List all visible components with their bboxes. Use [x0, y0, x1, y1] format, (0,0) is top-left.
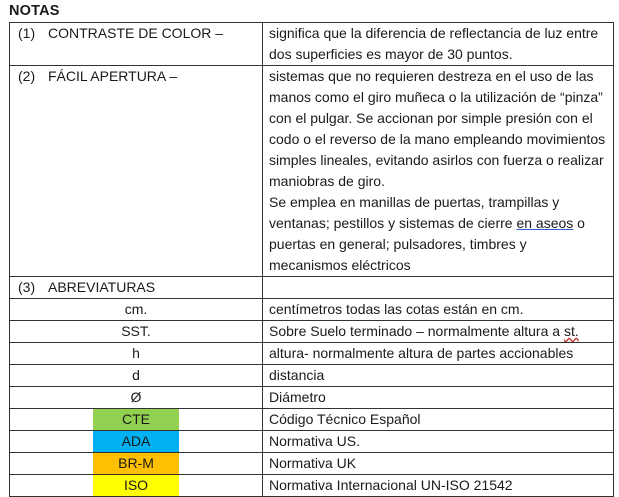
- abbr-row: [10, 365, 614, 387]
- standard-meaning: Normativa Internacional UN-ISO 21542: [263, 475, 614, 497]
- abbr-cell: cm.: [10, 299, 263, 321]
- spellcheck-error-text: st.: [563, 323, 579, 339]
- standard-badge: ISO: [93, 475, 179, 496]
- standard-row-brm: [10, 453, 614, 475]
- note-definition: significa que la diferencia de reflectancia de luz entre dos superficies es mayor de 30 puntos.: [269, 25, 599, 62]
- note-definition-usage-end: o puertas en general; pulsadores, timbres y mecanismos eléctricos: [269, 215, 585, 273]
- standard-badge: BR-M: [93, 453, 179, 474]
- abbr-cell: Ø: [10, 387, 263, 409]
- abbr-row: [10, 299, 614, 321]
- abbr-meaning: altura- normalmente altura de partes accionables: [263, 343, 614, 365]
- note-term: FÁCIL APERTURA –: [48, 68, 178, 84]
- note-number: (1): [18, 25, 36, 41]
- note-row-contrast: [10, 23, 614, 66]
- empty-cell: [263, 277, 614, 299]
- note-row-abbreviations: [10, 277, 614, 299]
- standard-row-ada: [10, 431, 614, 453]
- note-term-cell: [10, 277, 263, 299]
- standard-meaning: Código Técnico Español: [263, 409, 614, 431]
- note-definition-cell: [263, 23, 614, 66]
- standard-cell: [10, 475, 263, 497]
- note-term: ABREVIATURAS: [48, 279, 156, 295]
- note-number: (2): [18, 68, 36, 84]
- note-term: CONTRASTE DE COLOR –: [48, 25, 224, 41]
- abbr-row: [10, 321, 614, 343]
- abbr-meaning: centímetros todas las cotas están en cm.: [263, 299, 614, 321]
- abbr-row: [10, 387, 614, 409]
- notes-table: [9, 22, 614, 497]
- spellcheck-underline-text: en aseos: [516, 215, 574, 231]
- standard-cell: [10, 431, 263, 453]
- standard-cell: [10, 409, 263, 431]
- abbr-meaning: Sobre Suelo terminado – normalmente altura a: [269, 323, 564, 339]
- note-definition-cell: [263, 66, 614, 277]
- abbr-cell: d: [10, 365, 263, 387]
- abbr-meaning: distancia: [263, 365, 614, 387]
- standard-row-cte: [10, 409, 614, 431]
- notes-title: NOTAS: [9, 3, 60, 19]
- note-definition-usage: Se emplea en manillas de puertas, trampillas y ventanas; pestillos y sistemas de cierre: [269, 194, 560, 231]
- abbr-row: [10, 343, 614, 365]
- abbr-meaning: Diámetro: [263, 387, 614, 409]
- note-definition-main: sistemas que no requieren destreza en el uso de las manos como el giro muñeca o la utilización de “pinza” con el pulgar. Se accionan por simple presión con el codo o el reverso de la mano empleando movimientos simples lineales, evitando asirlos con fuerza o realizar maniobras de giro.: [269, 68, 606, 189]
- abbr-cell: SST.: [10, 321, 263, 343]
- note-term-cell: [10, 23, 263, 66]
- standard-meaning: Normativa US.: [263, 431, 614, 453]
- standard-meaning: Normativa UK: [263, 453, 614, 475]
- standard-badge: ADA: [93, 431, 179, 452]
- abbr-meaning-cell: [263, 321, 614, 343]
- note-term-cell: [10, 66, 263, 277]
- note-row-easy-opening: [10, 66, 614, 277]
- abbr-cell: h: [10, 343, 263, 365]
- standard-badge: CTE: [93, 409, 179, 430]
- standard-row-iso: [10, 475, 614, 497]
- note-number: (3): [18, 279, 36, 295]
- standard-cell: [10, 453, 263, 475]
